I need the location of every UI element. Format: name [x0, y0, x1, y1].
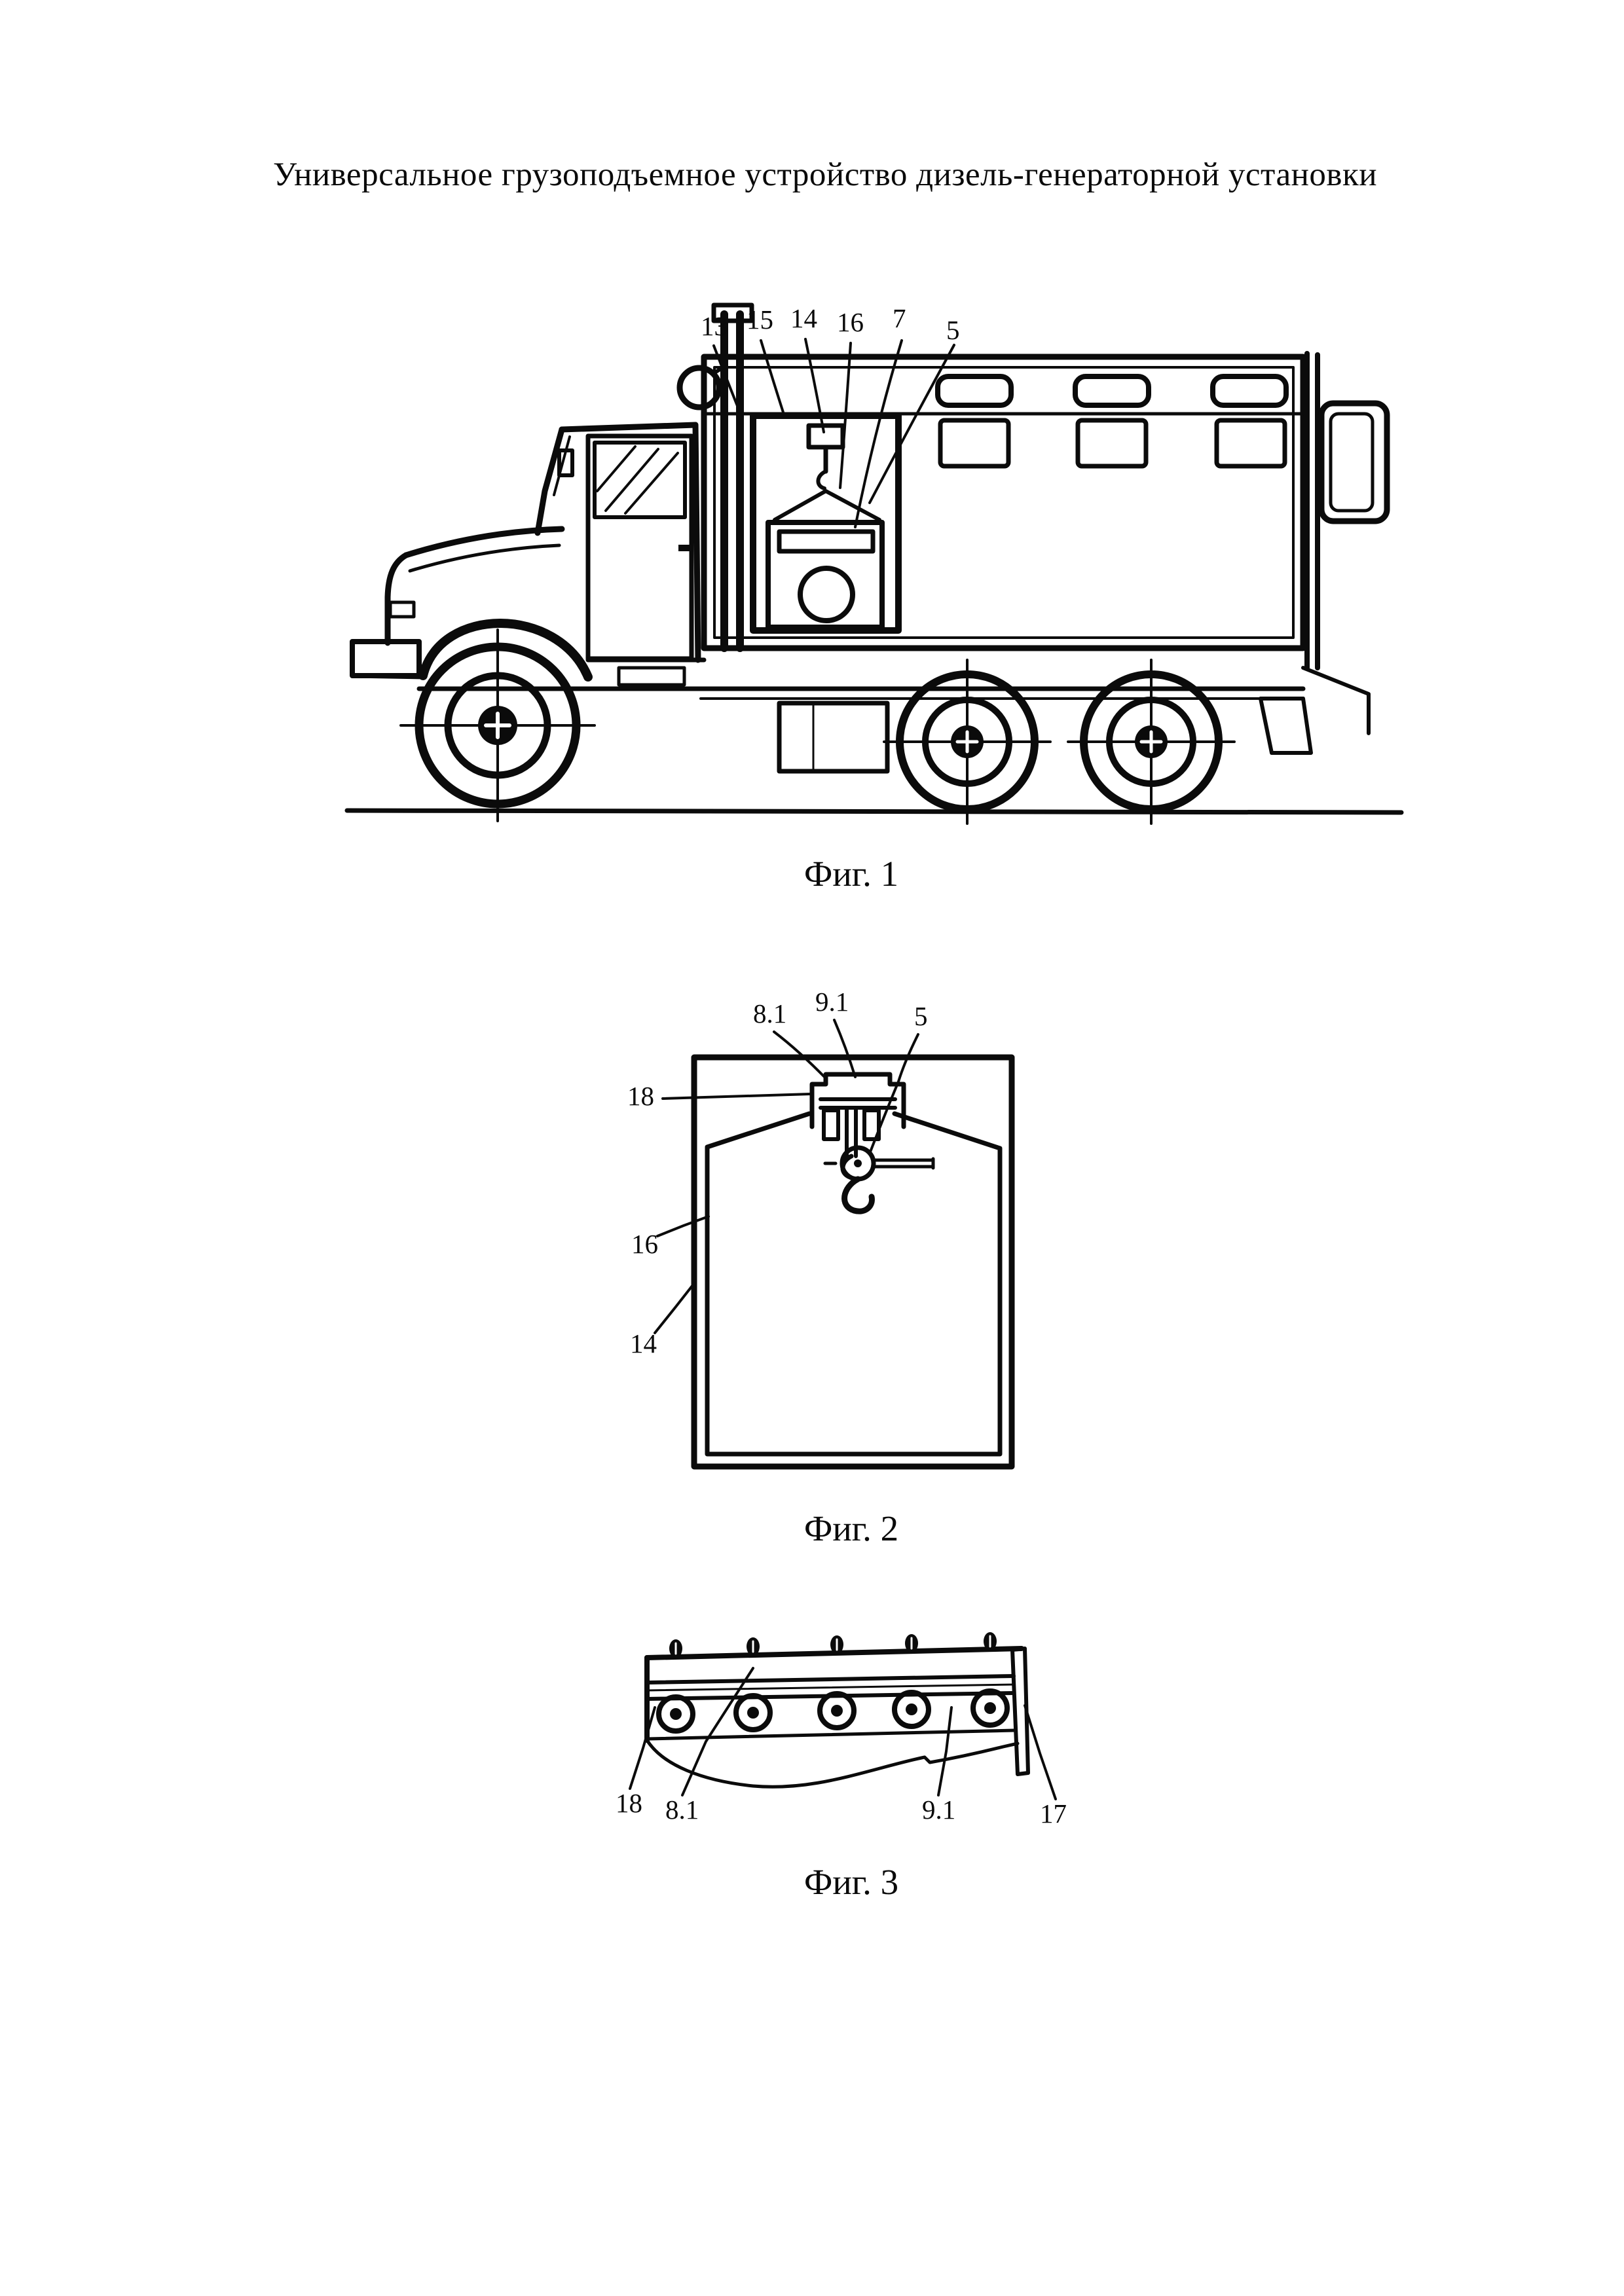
fig1-label-14: 14	[790, 303, 817, 333]
roof-hatch	[1213, 376, 1286, 405]
truck-box-body	[704, 357, 1303, 648]
fig2-label-5: 5	[914, 1001, 928, 1031]
fig3-rail-drawing	[602, 1624, 1100, 1820]
truck-chassis	[419, 689, 1311, 771]
rear-mudflap	[1261, 699, 1311, 753]
fig1-label-7: 7	[893, 303, 906, 333]
roof-hatch	[938, 376, 1011, 405]
box-window	[1217, 420, 1285, 466]
hook-block	[825, 1148, 933, 1211]
hook	[845, 1179, 872, 1211]
fig1-label-13: 13	[701, 311, 728, 341]
fig1-label-16: 16	[837, 307, 864, 337]
box-window	[940, 420, 1008, 466]
trolley-housing	[812, 1074, 904, 1156]
fig2-label-14: 14	[630, 1328, 657, 1358]
rear-wheel-2	[1068, 660, 1234, 824]
door-handle	[678, 545, 693, 551]
fig3-label-8-1: 8.1	[665, 1795, 699, 1825]
hoist-trolley	[809, 426, 843, 447]
rear-equipment	[1303, 354, 1387, 733]
sling-lines	[775, 491, 879, 520]
fuel-tank	[779, 703, 887, 771]
ground-line	[347, 811, 1401, 812]
rear-wheel-1	[884, 660, 1050, 824]
inner-unit-outline	[707, 1114, 1000, 1454]
trolley-roller	[824, 1110, 838, 1139]
fig2-label-8-1: 8.1	[753, 998, 787, 1029]
fig2-label-9-1: 9.1	[815, 987, 849, 1017]
fig1-truck-drawing	[295, 275, 1447, 864]
fig1-label-15: 15	[747, 304, 773, 335]
rail-bar	[647, 1649, 1028, 1787]
fig1-label-5: 5	[946, 315, 960, 345]
roof-hatch	[1075, 376, 1149, 405]
end-plate	[1012, 1649, 1028, 1774]
fig3-label-17: 17	[1040, 1798, 1067, 1829]
fig3-label-9-1: 9.1	[922, 1795, 956, 1825]
fig2-label-16: 16	[631, 1229, 658, 1259]
fig2-caption: Фиг. 2	[803, 1508, 899, 1548]
fig3-caption: Фиг. 3	[803, 1862, 899, 1902]
container-outer-wall	[694, 1057, 1012, 1467]
fig2-label-18: 18	[627, 1081, 654, 1111]
box-window	[1078, 420, 1146, 466]
document-title: Универсальное грузоподъемное устройство дизель-генераторной установки	[272, 156, 1378, 193]
fig2-container-drawing	[602, 969, 1061, 1493]
load-box	[768, 522, 882, 627]
fig1-caption: Фиг. 1	[803, 854, 899, 894]
fig3-label-18: 18	[616, 1788, 642, 1818]
box-doorway-hoist	[753, 416, 898, 630]
